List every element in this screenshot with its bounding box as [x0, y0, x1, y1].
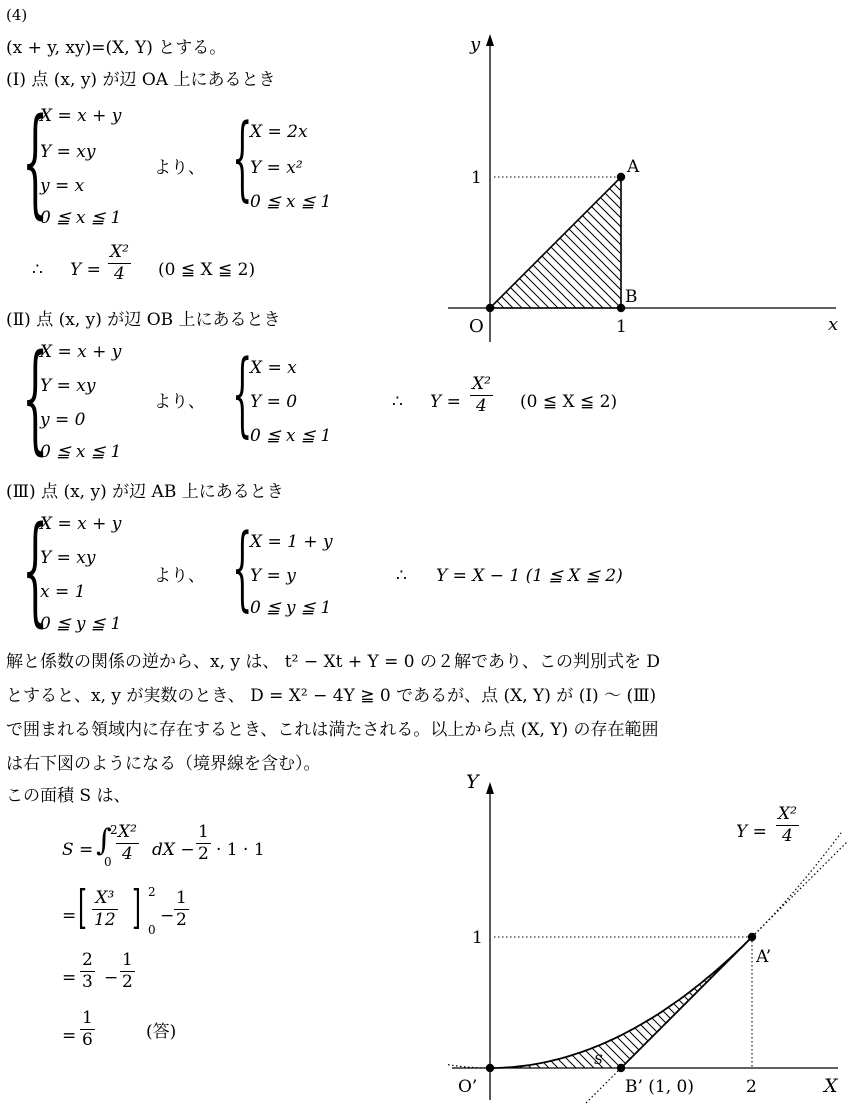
- case1-sys2-line: Y = x²: [250, 158, 303, 178]
- origin-label: O’: [458, 1077, 478, 1097]
- hatch-line: [474, 170, 616, 312]
- fraction-numerator: 1: [198, 822, 209, 842]
- case3-sys2-line: X = 1 + y: [250, 532, 333, 552]
- hatch-line: [438, 930, 580, 1072]
- area-tail: · 1 · 1: [216, 840, 265, 860]
- fraction-denominator: 4: [114, 264, 125, 284]
- fraction-denominator: 4: [476, 396, 487, 416]
- y-axis-label: Y: [466, 771, 479, 793]
- hatch-line: [663, 930, 805, 1072]
- line-extension-upper: [752, 841, 848, 937]
- hatch-line: [420, 170, 562, 312]
- hatch-line: [456, 170, 598, 312]
- y-tick-label: 1: [471, 168, 482, 188]
- area-line3-minus: −: [104, 968, 119, 988]
- hatch-line: [483, 930, 625, 1072]
- bracket-upper: 2: [148, 885, 156, 899]
- hatch-line: [735, 930, 856, 1072]
- case1-right-brace: {: [232, 104, 253, 211]
- hatch-line: [537, 930, 679, 1072]
- hatch-line: [366, 170, 508, 312]
- area-intro: この面積 S は、: [6, 786, 131, 806]
- y-axis-arrow: [486, 34, 494, 46]
- fraction-numerator: X²: [118, 822, 137, 842]
- case2-sys1-line: X = x + y: [40, 342, 122, 362]
- hatch-line: [348, 930, 490, 1072]
- hatch-line: [402, 170, 544, 312]
- fraction-numerator: 1: [122, 950, 133, 970]
- area-line1-lhs: S =: [62, 840, 94, 860]
- fraction-numerator: X³: [95, 888, 115, 908]
- left-bracket: [: [78, 880, 87, 934]
- hatch-line: [627, 170, 769, 312]
- fraction-denominator: 12: [94, 910, 116, 930]
- fraction-denominator: 3: [82, 972, 93, 992]
- hatch-line: [519, 930, 661, 1072]
- case2-sys1-line: y = 0: [40, 410, 86, 430]
- case2-sys1-line: 0 ≦ x ≦ 1: [40, 442, 122, 462]
- case3-yori: より、: [154, 566, 205, 586]
- case3-therefore: ∴: [396, 566, 407, 586]
- case3-sys2-line: Y = y: [250, 566, 296, 586]
- hatch-line: [483, 170, 625, 312]
- parabola-extension-right: [752, 833, 841, 937]
- answer-mark: (答): [146, 1022, 177, 1042]
- hatch-line: [402, 930, 544, 1072]
- y-axis-arrow: [486, 782, 494, 794]
- x-tick-label: 2: [746, 1077, 757, 1097]
- point-b-prime: [617, 1064, 625, 1072]
- point-a-prime-label: A’: [756, 947, 772, 967]
- fraction-numerator: X²: [110, 242, 129, 262]
- point-o-prime: [486, 1064, 494, 1072]
- case1-sys1-line: Y = xy: [40, 142, 96, 162]
- x-axis-label: x: [828, 314, 839, 335]
- case2-sys2-line: X = x: [250, 358, 297, 378]
- case1-sys1-line: y = x: [40, 176, 85, 196]
- case3-sys2-line: 0 ≦ y ≦ 1: [250, 598, 332, 618]
- bracket-lower: 0: [148, 923, 156, 937]
- point-b-label: B: [625, 287, 638, 307]
- y-axis-label: y: [470, 34, 481, 55]
- point-a-label: A: [627, 157, 640, 177]
- hatch-line: [348, 170, 490, 312]
- case1-yori: より、: [154, 158, 205, 178]
- right-bracket: ]: [132, 880, 141, 934]
- area-line2-minus: −: [160, 906, 175, 926]
- point-o: [486, 304, 494, 312]
- paragraph-line: とすると、x, y が実数のとき、 D = X² − 4Y ≧ 0 であるが、点 (X, Y) が (Ⅰ) 〜 (Ⅲ): [6, 686, 657, 706]
- hatch-line: [375, 930, 517, 1072]
- case1-result-range: (0 ≦ X ≦ 2): [158, 260, 256, 280]
- area-line4-eq: =: [62, 1026, 77, 1046]
- case2-sys2-line: 0 ≦ x ≦ 1: [250, 426, 332, 446]
- case2-result-lhs: Y =: [430, 392, 461, 412]
- area-dx: dX −: [152, 840, 195, 860]
- area-line2-eq: =: [62, 906, 77, 926]
- case1-result-lhs: Y =: [70, 260, 101, 280]
- hatch-line: [726, 930, 856, 1072]
- fraction-denominator: 4: [782, 826, 793, 846]
- line-extension-lower: [586, 1068, 621, 1103]
- case2-left-brace: {: [22, 328, 49, 466]
- case3-sys1-line: X = x + y: [40, 514, 122, 534]
- case1-therefore: ∴: [32, 260, 43, 280]
- paragraph-line: は右下図のようになる（境界線を含む）。: [6, 754, 321, 774]
- hatch-line: [357, 930, 499, 1072]
- case3-left-brace: {: [22, 500, 49, 638]
- hatch-line: [465, 170, 607, 312]
- hatch-line: [366, 930, 508, 1072]
- hatch-line: [411, 930, 553, 1072]
- fraction-denominator: 4: [122, 844, 133, 864]
- case1-sys2-line: 0 ≦ x ≦ 1: [250, 192, 332, 212]
- triangle-hatch: [348, 170, 769, 312]
- hatch-line: [384, 930, 526, 1072]
- case1-title: (Ⅰ) 点 (x, y) が辺 OA 上にあるとき: [6, 70, 276, 90]
- hatch-line: [411, 170, 553, 312]
- hatch-line: [375, 170, 517, 312]
- intro-line: (x + y, xy)=(X, Y) とする。: [6, 38, 227, 58]
- problem-number: (4): [6, 6, 28, 24]
- case2-yori: より、: [154, 392, 205, 412]
- parabola-curve: [490, 937, 752, 1068]
- case2-sys1-line: Y = xy: [40, 376, 96, 396]
- hatch-line: [672, 930, 814, 1072]
- case3-result: Y = X − 1 (1 ≦ X ≦ 2): [436, 566, 623, 586]
- case2-title: (Ⅱ) 点 (x, y) が辺 OB 上にあるとき: [6, 310, 281, 330]
- hatch-line: [420, 930, 562, 1072]
- y-tick-label: 1: [472, 928, 483, 948]
- hatch-line: [384, 170, 526, 312]
- case2-result-range: (0 ≦ X ≦ 2): [520, 392, 618, 412]
- fraction-denominator: 2: [176, 910, 187, 930]
- case1-sys1-line: 0 ≦ x ≦ 1: [40, 208, 122, 228]
- fraction-numerator: X²: [472, 374, 491, 394]
- hatch-line: [654, 930, 796, 1072]
- line-ab: [621, 937, 752, 1068]
- hatch-line: [627, 930, 772, 1072]
- hatch-line: [357, 170, 499, 312]
- integral-lower: 0: [104, 855, 112, 869]
- origin-label: O: [469, 316, 484, 337]
- fraction-numerator: 2: [82, 950, 93, 970]
- point-b-prime-label: B’ (1, 0): [625, 1077, 695, 1097]
- hatch-line: [429, 930, 571, 1072]
- paragraph-line: で囲まれる領域内に存在するとき、これは満たされる。以上から点 (X, Y) の存在範囲: [6, 720, 659, 740]
- curve-label-fraction: [776, 806, 799, 845]
- hatch-line: [438, 170, 580, 312]
- hatch-line: [447, 930, 589, 1072]
- case2-right-brace: {: [232, 340, 253, 447]
- fraction-numerator: 1: [82, 1008, 93, 1028]
- hatch-line: [528, 930, 670, 1072]
- case1-left-brace: {: [22, 92, 49, 230]
- fraction-denominator: 2: [122, 972, 133, 992]
- integral-sign: ∫: [96, 823, 112, 858]
- integral-upper: 2: [110, 823, 118, 837]
- case3-sys1-line: Y = xy: [40, 548, 96, 568]
- hatch-line: [618, 170, 760, 312]
- hatch-line: [501, 930, 643, 1072]
- fraction-numerator: X²: [778, 804, 797, 824]
- point-a: [617, 173, 625, 181]
- hatch-line: [393, 930, 535, 1072]
- curve-label-lhs: Y =: [736, 822, 767, 842]
- fraction-numerator: 1: [176, 888, 187, 908]
- region-hatch: [348, 930, 856, 1072]
- case3-sys1-line: 0 ≦ y ≦ 1: [40, 614, 122, 634]
- point-b: [617, 304, 625, 312]
- hatch-line: [429, 170, 571, 312]
- hatch-line: [456, 930, 598, 1072]
- x-axis-label: X: [824, 1075, 838, 1097]
- hatch-line: [474, 930, 616, 1072]
- case2-therefore: ∴: [392, 392, 403, 412]
- x-tick-label: 1: [616, 317, 627, 337]
- hatch-line: [708, 930, 850, 1072]
- case2-sys2-line: Y = 0: [250, 392, 298, 412]
- case3-title: (Ⅲ) 点 (x, y) が辺 AB 上にあるとき: [6, 482, 284, 502]
- case1-sys2-line: X = 2x: [250, 122, 308, 142]
- hatch-line: [510, 930, 652, 1072]
- hatch-line: [546, 930, 688, 1072]
- case3-right-brace: {: [232, 514, 253, 621]
- case1-sys1-line: X = x + y: [40, 106, 122, 126]
- case3-sys1-line: x = 1: [40, 582, 86, 602]
- region-label: S: [594, 1053, 603, 1068]
- fraction-denominator: 6: [82, 1030, 93, 1050]
- fraction-denominator: 2: [198, 844, 209, 864]
- area-line3-eq: =: [62, 968, 77, 988]
- paragraph-line: 解と係数の関係の逆から、x, y は、 t² − Xt + Y = 0 の２解であり、この判別式を D: [6, 652, 661, 672]
- hatch-line: [447, 170, 589, 312]
- hatch-line: [393, 170, 535, 312]
- hatch-line: [492, 930, 634, 1072]
- point-a-prime: [748, 933, 756, 941]
- hatch-line: [555, 930, 697, 1072]
